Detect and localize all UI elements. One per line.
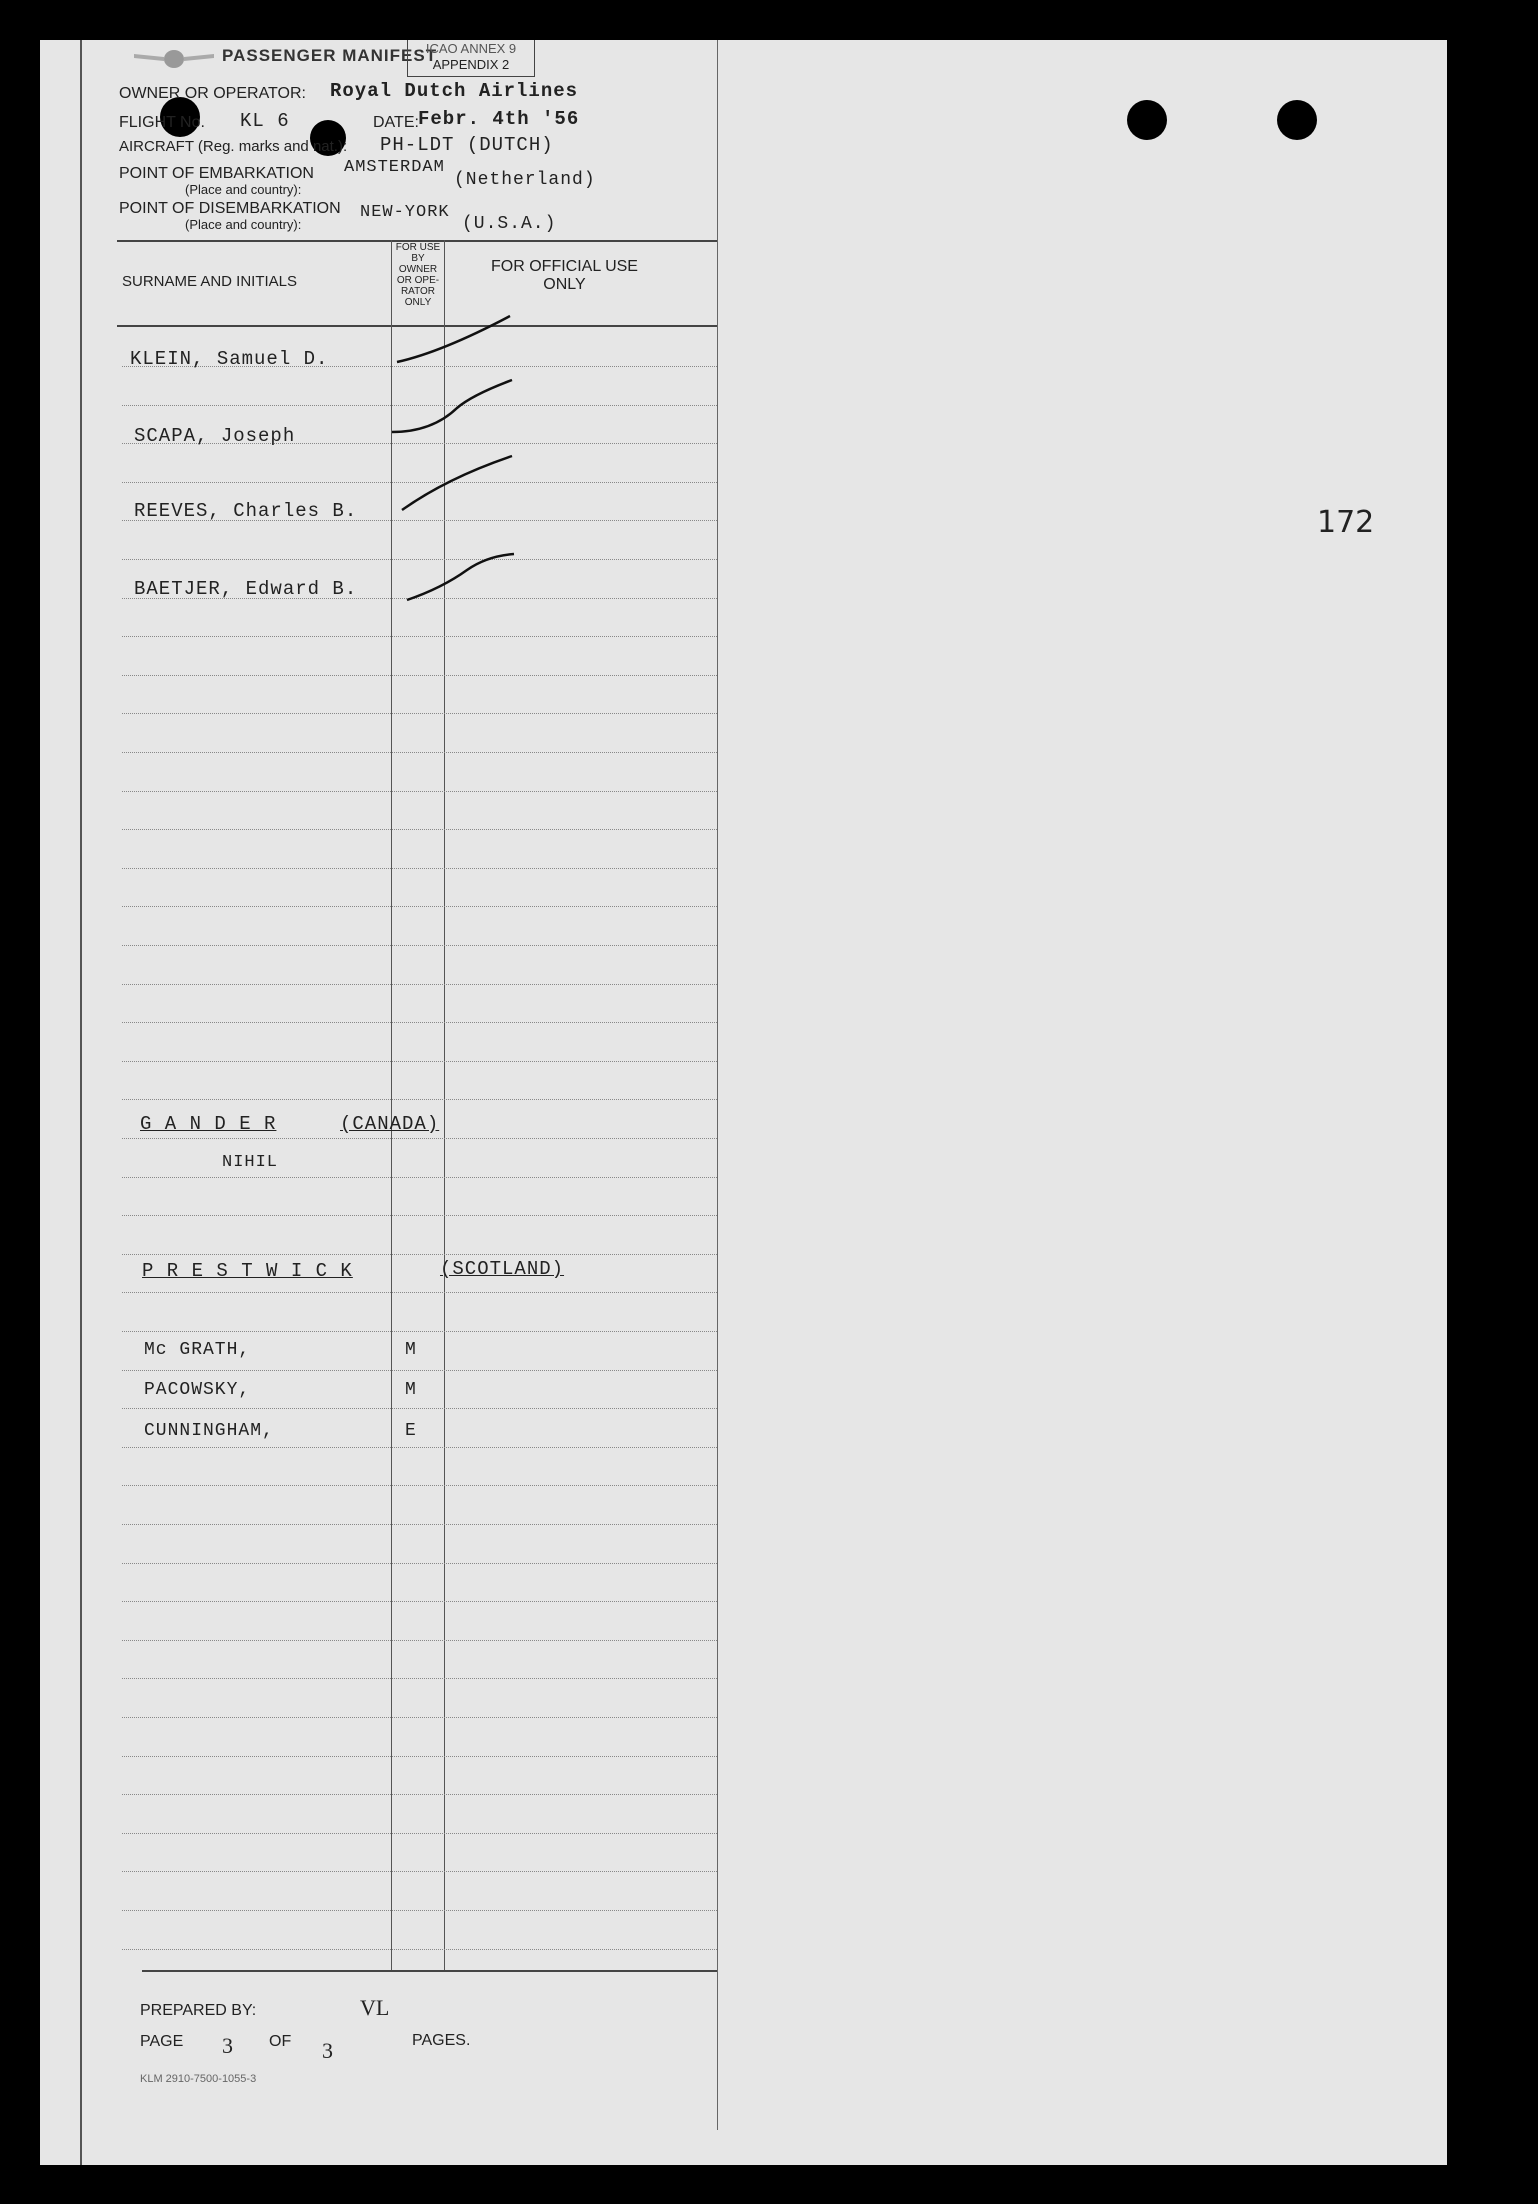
crew-row: PACOWSKY, <box>144 1380 251 1400</box>
stop-gander-note: NIHIL <box>222 1153 279 1172</box>
disembark-sub: (Place and country): <box>185 217 302 232</box>
stop-prestwick: P R E S T W I C K <box>142 1260 353 1282</box>
owner-label: OWNER OR OPERATOR: <box>119 85 306 102</box>
owner-value: Royal Dutch Airlines <box>330 80 579 102</box>
embark-sub: (Place and country): <box>185 182 302 197</box>
aircraft-value: PH-LDT (DUTCH) <box>380 134 554 156</box>
date-value: Febr. 4th '56 <box>418 108 580 130</box>
ruled-line <box>122 1833 717 1834</box>
ruled-line <box>122 1717 717 1718</box>
appendix-label: APPENDIX 2 <box>432 57 510 72</box>
ruled-line <box>122 1177 717 1178</box>
disembark-city: NEW-YORK <box>360 203 450 222</box>
passenger-row: BAETJER, Edward B. <box>134 578 358 600</box>
ruled-line <box>122 1756 717 1757</box>
ruled-line <box>122 791 717 792</box>
check-marks <box>82 40 722 680</box>
passenger-row: KLEIN, Samuel D. <box>130 348 329 370</box>
ruled-line <box>122 1601 717 1602</box>
ruled-line <box>122 1910 717 1911</box>
crew-code: M <box>405 1340 417 1360</box>
date-label: DATE: <box>373 114 419 131</box>
ruled-line <box>122 1408 717 1409</box>
embark-country: (Netherland) <box>454 170 596 190</box>
punch-hole-right-1 <box>1127 100 1167 140</box>
crew-row: Mc GRATH, <box>144 1340 251 1360</box>
pages-label: PAGES. <box>412 2032 471 2049</box>
owner-use-line: ONLY <box>404 297 432 308</box>
page-num: 3 <box>222 2033 233 2058</box>
ruled-line <box>122 1871 717 1872</box>
ruled-line <box>122 868 717 869</box>
disembark-label: POINT OF DISEMBARKATION <box>119 200 341 217</box>
ruled-line <box>122 1331 717 1332</box>
ruled-line <box>122 1949 717 1950</box>
ruled-line <box>122 1254 717 1255</box>
official-line: FOR OFFICIAL USE <box>491 258 638 275</box>
flight-label: FLIGHT No. <box>119 114 205 131</box>
ruled-line <box>122 1485 717 1486</box>
ruled-line <box>122 1292 717 1293</box>
embark-city: AMSTERDAM <box>344 158 445 177</box>
page-number: 172 <box>1317 505 1375 540</box>
ruled-line <box>122 984 717 985</box>
crew-row: CUNNINGHAM, <box>144 1421 274 1441</box>
manifest-form <box>80 40 732 2165</box>
stop-gander: G A N D E R <box>140 1113 277 1135</box>
ruled-line <box>122 1215 717 1216</box>
ruled-line <box>122 1022 717 1023</box>
ruled-line <box>122 1138 717 1139</box>
form-title: PASSENGER MANIFEST <box>222 46 438 65</box>
aircraft-label: AIRCRAFT (Reg. marks and nat.): <box>119 138 348 155</box>
embark-label: POINT OF EMBARKATION <box>119 165 314 182</box>
prepared-label: PREPARED BY: <box>140 2002 257 2019</box>
ruled-line <box>122 829 717 830</box>
ruled-line <box>122 1563 717 1564</box>
stop-prestwick-country: (SCOTLAND) <box>440 1258 565 1280</box>
ruled-line <box>122 1099 717 1100</box>
ruled-line <box>122 906 717 907</box>
flight-value: KL 6 <box>240 110 290 132</box>
form-code: KLM 2910-7500-1055-3 <box>140 2073 257 2085</box>
crew-code: M <box>405 1380 417 1400</box>
stop-gander-country: (CANADA) <box>340 1113 440 1135</box>
owner-use-line: RATOR <box>400 286 436 297</box>
ruled-line <box>122 752 717 753</box>
ruled-line <box>122 1061 717 1062</box>
crew-code: E <box>405 1421 417 1441</box>
owner-use-line: BY <box>411 253 425 264</box>
ruled-line <box>122 1678 717 1679</box>
page-total: 3 <box>322 2038 333 2063</box>
page-label: PAGE <box>140 2033 184 2050</box>
passenger-row: SCAPA, Joseph <box>134 425 296 447</box>
ruled-line <box>122 1794 717 1795</box>
manifest-sheet <box>40 40 1447 2165</box>
owner-use-line: OWNER <box>398 264 438 275</box>
ruled-line <box>122 1640 717 1641</box>
ruled-line <box>122 945 717 946</box>
owner-use-line: OR OPE- <box>396 275 440 286</box>
col-header-surname: SURNAME AND INITIALS <box>122 273 298 290</box>
ruled-line <box>122 1524 717 1525</box>
disembark-country: (U.S.A.) <box>462 214 557 234</box>
of-label: OF <box>269 2033 292 2050</box>
punch-hole-right-2 <box>1277 100 1317 140</box>
prepared-value: VL <box>360 1995 390 2020</box>
annex-label: ICAO ANNEX 9 <box>425 41 517 56</box>
footer-rule <box>142 1970 717 1972</box>
ruled-line <box>122 1447 717 1448</box>
ruled-line <box>122 1370 717 1371</box>
owner-use-line: FOR USE <box>395 242 441 253</box>
ruled-line <box>122 713 717 714</box>
passenger-row: REEVES, Charles B. <box>134 500 358 522</box>
official-line: ONLY <box>543 276 586 293</box>
